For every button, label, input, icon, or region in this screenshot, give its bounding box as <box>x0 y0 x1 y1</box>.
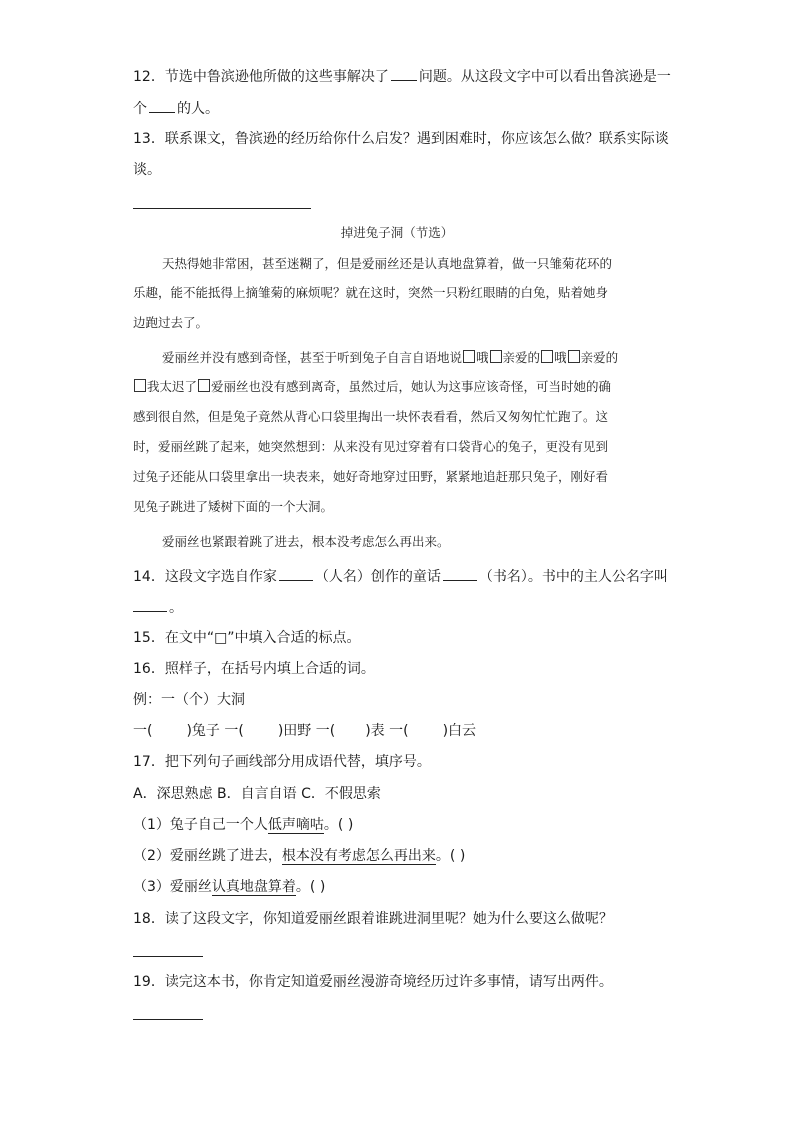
passage-title: 掉进兔子洞（节选） <box>340 225 454 240</box>
answer-blank[interactable] <box>149 98 175 113</box>
punctuation-box[interactable] <box>198 379 210 392</box>
question-17-options: A．深思熟虑 B．自言自语 C．不假思索 <box>133 786 381 802</box>
answer-line[interactable] <box>133 956 203 957</box>
protagonist-blank[interactable] <box>133 597 167 612</box>
question-12-line1: 12．节选中鲁滨逊他所做的这些事解决了 问题。从这段文字中可以看出鲁滨逊是一 <box>133 66 671 87</box>
punctuation-box[interactable] <box>134 379 146 392</box>
question-17-title: 17．把下列句子画线部分用成语代替，填序号。 <box>133 754 431 770</box>
punctuation-box[interactable] <box>568 350 580 363</box>
question-15: 15．在文中“□”中填入合适的标点。 <box>133 630 361 646</box>
question-14-line2: 。 <box>133 597 183 618</box>
book-blank[interactable] <box>443 566 477 581</box>
question-19: 19．读完这本书，你肯定知道爱丽丝漫游奇境经历过许多事情，请写出两件。 <box>133 974 613 990</box>
punctuation-box[interactable] <box>490 350 502 363</box>
passage-p2-line5: 过兔子还能从口袋里拿出一块表来，她好奇地穿过田野，紧紧地追赶那只兔子，刚好看 <box>133 469 609 484</box>
answer-line[interactable] <box>133 1019 203 1020</box>
question-16-title: 16．照样子，在括号内填上合适的词。 <box>133 661 375 677</box>
question-18: 18．读了这段文字，你知道爱丽丝跟着谁跳进洞里呢？她为什么要这么做呢？ <box>133 911 613 927</box>
author-blank[interactable] <box>279 566 313 581</box>
question-16-items: 一( )兔子 一( )田野 一( )表 一( )白云 <box>133 723 477 739</box>
passage-p1-line3: 边跑过去了。 <box>133 315 209 330</box>
passage-p2-line2: 我太迟了 爱丽丝也没有感到离奇，虽然过后，她认为这事应该奇怪，可当时她的确 <box>133 377 611 397</box>
passage-p2-line6: 见兔子跳进了矮树下面的一个大洞。 <box>133 499 334 514</box>
passage-p2-line1: 爱丽丝并没有感到奇怪，甚至于听到兔子自言自语地说 哦 亲爱的 哦 亲爱的 <box>162 350 619 365</box>
passage-p1-line2: 乐趣，能不能抵得上摘雏菊的麻烦呢？就在这时，突然一只粉红眼睛的白兔，贴着她身 <box>133 285 609 300</box>
question-17-item3: （3）爱丽丝认真地盘算着。( ) <box>133 879 326 895</box>
question-17-item1: （1）兔子自己一个人低声嘀咕。( ) <box>133 817 354 833</box>
passage-p1-line1: 天热得她非常困，甚至迷糊了，但是爱丽丝还是认真地盘算着，做一只雏菊花环的 <box>162 256 613 271</box>
passage-p2-line4: 时，爱丽丝跳了起来，她突然想到：从来没有见过穿着有口袋背心的兔子，更没有见到 <box>133 439 609 454</box>
punctuation-box[interactable] <box>463 350 475 363</box>
answer-blank[interactable] <box>391 66 417 81</box>
question-14-line1: 14．这段文字选自作家 （人名）创作的童话 （书名）。书中的主人公名字叫 <box>133 566 668 587</box>
punctuation-box[interactable] <box>541 350 553 363</box>
question-13-line1: 13．联系课文，鲁滨逊的经历给你什么启发？遇到困难时，你应该怎么做？联系实际谈 <box>133 131 669 147</box>
question-12-line2: 个 的人。 <box>133 98 219 119</box>
question-16-example: 例：一（个）大洞 <box>133 692 245 708</box>
answer-line[interactable] <box>133 208 311 209</box>
passage-p3: 爱丽丝也紧跟着跳了进去，根本没考虑怎么再出来。 <box>162 534 450 549</box>
question-17-item2: （2）爱丽丝跳了进去，根本没有考虑怎么再出来。( ) <box>133 848 466 864</box>
question-13-line2: 谈。 <box>133 162 161 178</box>
passage-p2-line3: 感到很自然，但是兔子竟然从背心口袋里掏出一块怀表看看，然后又匆匆忙忙跑了。这 <box>133 409 609 424</box>
